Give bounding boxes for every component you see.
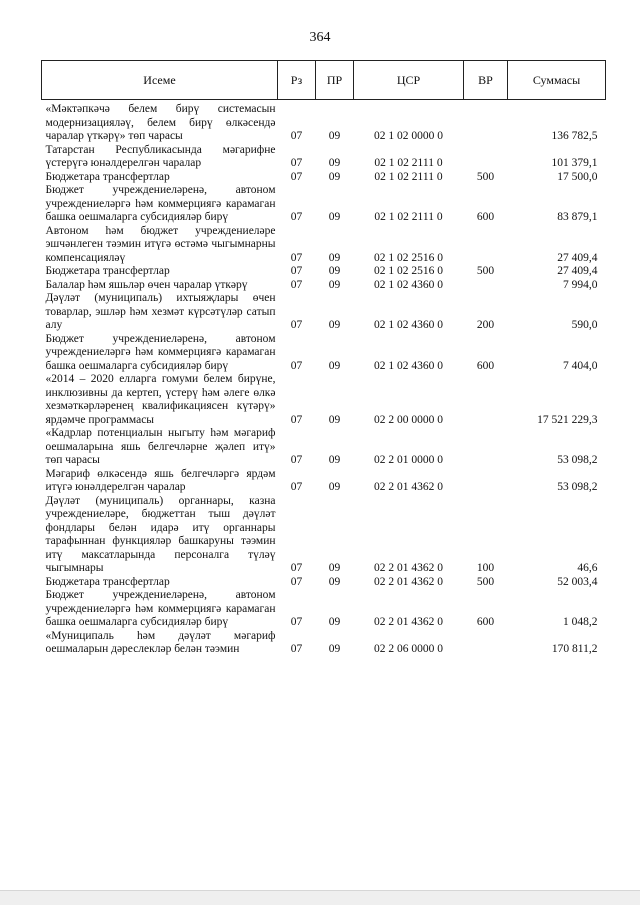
row-name: Бюджетара трансфертлар: [45, 170, 170, 183]
row-name: «Муниципаль һәм дәүләт мәгариф оешмаларын дәреслекләр белән тәэмин: [45, 629, 276, 655]
row-name: Татарстан Республикасында мәгарифне үстерүгә юнәлдерелгән чаралар: [45, 143, 276, 169]
row-sum: 53 098,2: [557, 454, 598, 466]
row-pr: 09: [328, 575, 341, 588]
row-rz: 07: [290, 278, 303, 291]
row-vr: [464, 100, 508, 144]
row-csr: 02 1 02 2111 0: [374, 211, 443, 223]
table-row: [42, 576, 606, 590]
row-name: Мәгариф өлкәсендә яшь белгечләргә ярдәм итүгә юнәлдерелгән чаралар: [45, 467, 276, 493]
row-pr: 09: [328, 278, 341, 291]
row-pr: 09: [328, 413, 341, 426]
row-vr: 200: [476, 319, 495, 331]
row-csr: 02 2 01 4362 0: [374, 616, 443, 628]
row-csr: 02 2 01 0000 0: [374, 454, 443, 466]
row-rz: 07: [290, 130, 303, 142]
row-vr: 600: [476, 616, 495, 628]
row-vr: [464, 427, 508, 468]
scan-bottom-strip: [0, 890, 640, 905]
row-vr: 100: [476, 562, 495, 574]
table-row: [42, 279, 606, 293]
row-name: Бюджет учреждениеләренә, автоном учреждениеләргә һәм коммерциягә карамаган башка оешмаларга субсидияләр бирү: [45, 332, 276, 372]
table-row: [42, 630, 606, 657]
row-name: «Мәктәпкәчә белем бирү системасын модернизацияләү, белем бирү өлкәсендә чаралар үткәрү» төп чарасы: [45, 103, 276, 142]
row-vr: [464, 373, 508, 427]
row-csr: 02 2 01 4362 0: [374, 575, 443, 588]
page-number: 364: [309, 30, 331, 45]
row-sum: 53 098,2: [557, 481, 598, 493]
row-pr: 09: [328, 319, 341, 331]
row-rz: 07: [290, 454, 303, 466]
header-rz: Рз: [278, 61, 316, 100]
row-name: Балалар һәм яшьләр өчен чаралар үткәрү: [45, 278, 248, 291]
row-sum: 7 404,0: [563, 359, 598, 372]
row-sum: 590,0: [571, 319, 598, 331]
row-vr: [464, 144, 508, 171]
table-row: [42, 468, 606, 495]
table-body: [42, 100, 606, 657]
row-csr: 02 1 02 4360 0: [374, 278, 443, 291]
row-csr: 02 2 00 0000 0: [374, 413, 443, 426]
table-row: [42, 144, 606, 171]
row-name: Автоном һәм бюджет учреждениеләре эшчәнлеген тәэмин итүгә өстәмә чыгымнарны компенсацияләү: [45, 224, 276, 264]
table-row: [42, 265, 606, 279]
row-sum: 101 379,1: [551, 157, 598, 169]
row-pr: 09: [328, 359, 341, 372]
table-row: [42, 495, 606, 576]
row-pr: 09: [328, 170, 341, 183]
row-rz: 07: [290, 157, 303, 169]
row-name: Дәүләт (муниципаль) органнары, казна учреждениеләре, бюджеттан тыш дәүләт фондлары белән идарә итү органнары тарафыннан функцияләр башкаруны тәэмин итү максатларында персоналга түләү чыгымнары: [45, 494, 276, 574]
row-csr: 02 2 01 4362 0: [374, 562, 443, 574]
budget-table: [41, 60, 606, 657]
row-pr: 09: [328, 251, 341, 264]
row-sum: 83 879,1: [557, 211, 598, 223]
row-csr: 02 1 02 4360 0: [374, 359, 443, 372]
row-vr: [464, 225, 508, 266]
row-sum: 46,6: [577, 562, 598, 574]
row-rz: 07: [290, 319, 303, 331]
row-csr: 02 1 02 2111 0: [374, 157, 443, 169]
table-row: [42, 589, 606, 630]
row-sum: 52 003,4: [557, 575, 598, 588]
table-row: [42, 100, 606, 144]
row-vr: [464, 279, 508, 293]
table-row: [42, 427, 606, 468]
row-pr: 09: [328, 211, 341, 223]
row-vr: 600: [476, 359, 495, 372]
row-name: Бюджет учреждениеләренә, автоном учреждениеләргә һәм коммерциягә карамаган башка оешмаларга субсидияләр бирү: [45, 184, 276, 223]
table-row: [42, 184, 606, 225]
row-name: «Кадрлар потенциалын ныгыту һәм мәгариф оешмаларына яшь белгечләрне җәлеп итү» төп чарасы: [45, 427, 276, 466]
row-pr: 09: [328, 157, 341, 169]
row-sum: 170 811,2: [551, 643, 598, 655]
row-csr: 02 1 02 4360 0: [374, 319, 443, 331]
row-rz: 07: [290, 481, 303, 493]
row-csr: 02 1 02 0000 0: [374, 130, 443, 142]
row-sum: 27 409,4: [557, 251, 598, 264]
header-pr: ПР: [316, 61, 354, 100]
row-name: Бюджетара трансфертлар: [45, 265, 170, 277]
table-header: [42, 61, 606, 100]
table-row: [42, 333, 606, 374]
row-rz: 07: [290, 643, 303, 655]
row-pr: 09: [328, 130, 341, 142]
row-csr: 02 2 01 4362 0: [374, 481, 443, 493]
table-row: [42, 373, 606, 427]
row-sum: 27 409,4: [557, 265, 598, 277]
row-rz: 07: [290, 251, 303, 264]
row-name: Бюджетара трансфертлар: [45, 575, 170, 588]
row-csr: 02 1 02 2516 0: [374, 251, 443, 264]
header-sum: Суммасы: [508, 61, 606, 100]
row-rz: 07: [290, 211, 303, 223]
row-vr: 500: [476, 265, 495, 277]
header-csr: ЦСР: [354, 61, 464, 100]
row-name: Дәүләт (муниципаль) ихтыяҗлары өчен товарлар, эшләр һәм хезмәт күрсәтүләр сатып алу: [45, 292, 276, 331]
row-csr: 02 1 02 2111 0: [374, 170, 443, 183]
row-name: «2014 – 2020 елларга гомуми белем бирүне, инклюзивны да кертеп, үстерү һәм әлеге өлкә хезмәткәрләренең квалификациясен күтәрү» ярдәмче программасы: [45, 373, 276, 426]
row-pr: 09: [328, 562, 341, 574]
row-rz: 07: [290, 413, 303, 426]
row-pr: 09: [328, 265, 341, 277]
row-vr: [464, 630, 508, 657]
header-name: Исеме: [42, 61, 278, 100]
row-sum: 136 782,5: [551, 130, 598, 142]
row-pr: 09: [328, 616, 341, 628]
table-row: [42, 225, 606, 266]
row-pr: 09: [328, 454, 341, 466]
table-row: [42, 292, 606, 333]
row-rz: 07: [290, 562, 303, 574]
row-pr: 09: [328, 481, 341, 493]
row-pr: 09: [328, 643, 341, 655]
row-rz: 07: [290, 359, 303, 372]
row-sum: 1 048,2: [563, 616, 598, 628]
header-vr: ВР: [464, 61, 508, 100]
row-csr: 02 2 06 0000 0: [374, 643, 443, 655]
row-rz: 07: [290, 265, 303, 277]
row-rz: 07: [290, 575, 303, 588]
row-name: Бюджет учреждениеләренә, автоном учреждениеләргә һәм коммерциягә карамаган башка оешмаларга субсидияләр бирү: [45, 589, 276, 628]
row-sum: 17 521 229,3: [537, 413, 598, 426]
row-vr: 500: [476, 170, 495, 183]
row-vr: 600: [476, 211, 495, 223]
row-sum: 17 500,0: [557, 170, 598, 183]
table-row: [42, 171, 606, 185]
row-sum: 7 994,0: [563, 278, 598, 291]
row-vr: 500: [476, 575, 495, 588]
row-vr: [464, 468, 508, 495]
row-rz: 07: [290, 616, 303, 628]
row-rz: 07: [290, 170, 303, 183]
row-csr: 02 1 02 2516 0: [374, 265, 443, 277]
